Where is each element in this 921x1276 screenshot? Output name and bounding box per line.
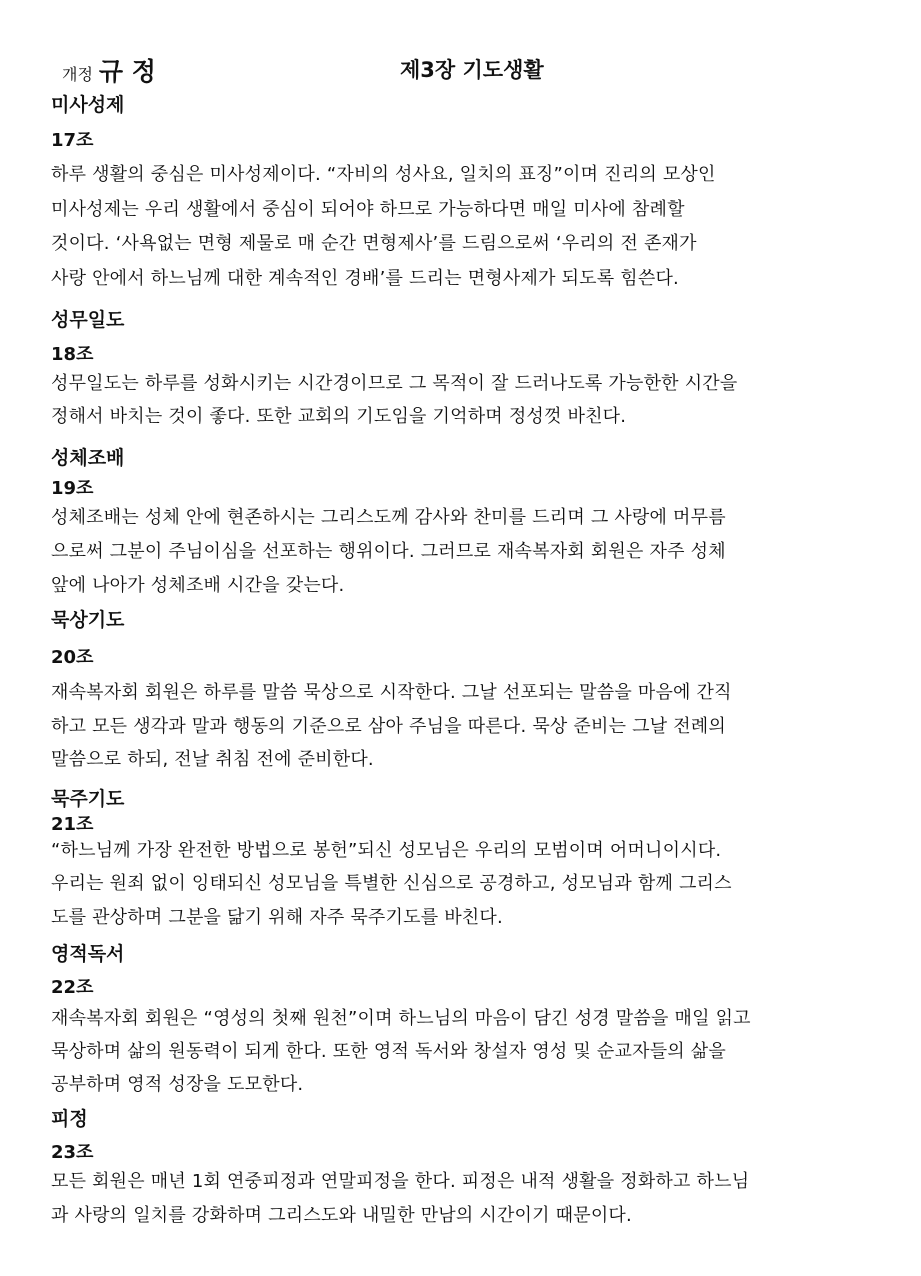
paragraph-line: 앞에 나아가 성체조배 시간을 갖는다. [51,575,345,596]
article-number: 19조 [51,478,94,499]
article-number: 23조 [51,1142,94,1163]
document-title [62,52,156,88]
paragraph-line: 재속복자회 회원은 하루를 말씀 묵상으로 시작한다. 그날 선포되는 말씀을 마음에 간직 [51,682,732,703]
paragraph-line: 사랑 안에서 하느님께 대한 계속적인 경배’를 드리는 면형사제가 되도록 힘쓴다. [51,268,679,289]
section-heading: 미사성제 [51,94,125,116]
article-number: 22조 [51,977,94,998]
section-heading: 묵주기도 [51,788,125,810]
paragraph-line: 공부하며 영적 성장을 도모한다. [51,1074,304,1095]
paragraph-line: 과 사랑의 일치를 강화하며 그리스도와 내밀한 만남의 시간이기 때문이다. [51,1205,632,1226]
section-heading: 피정 [51,1108,88,1130]
section-heading: 영적독서 [51,943,125,965]
section-heading: 성무일도 [51,309,125,331]
paragraph-line: 미사성제는 우리 생활에서 중심이 되어야 하므로 가능하다면 매일 미사에 참례할 [51,199,685,220]
paragraph-line: 으로써 그분이 주님이심을 선포하는 행위이다. 그러므로 재속복자회 회원은 자주 성체 [51,541,726,562]
section-heading: 묵상기도 [51,609,125,631]
paragraph-line: 말씀으로 하되, 전날 취침 전에 준비한다. [51,749,374,770]
article-number: 20조 [51,647,94,668]
paragraph-line: 하고 모든 생각과 말과 행동의 기준으로 삼아 주님을 따른다. 묵상 준비는 그날 전례의 [51,716,726,737]
paragraph-line: 것이다. ‘사욕없는 면형 제물로 매 순간 면형제사’를 드림으로써 ‘우리의 전 존재가 [51,233,697,254]
paragraph-line: 정해서 바치는 것이 좋다. 또한 교회의 기도임을 기억하며 정성껏 바친다. [51,406,627,427]
paragraph-line: 성체조배는 성체 안에 현존하시는 그리스도께 감사와 찬미를 드리며 그 사랑에 머무름 [51,507,726,528]
regulation-title: 규 정 [98,57,156,86]
paragraph-line: 하루 생활의 중심은 미사성제이다. “자비의 성사요, 일치의 표징”이며 진리의 모상인 [51,164,716,185]
paragraph-line: 우리는 원죄 없이 잉태되신 성모님을 특별한 신심으로 공경하고, 성모님과 함께 그리스 [51,873,732,894]
chapter-title: 제3장 기도생활 [400,58,544,82]
paragraph-line: 묵상하며 삶의 원동력이 되게 한다. 또한 영적 독서와 창설자 영성 및 순교자들의 삶을 [51,1041,726,1062]
section-heading: 성체조배 [51,447,125,469]
paragraph-line: 모든 회원은 매년 1회 연중피정과 연말피정을 한다. 피정은 내적 생활을 정화하고 하느님 [51,1171,750,1192]
paragraph-line: 재속복자회 회원은 “영성의 첫째 원천”이며 하느님의 마음이 담긴 성경 말씀을 매일 읽고 [51,1008,751,1029]
article-number: 18조 [51,344,94,365]
paragraph-line: 도를 관상하며 그분을 닮기 위해 자주 묵주기도를 바친다. [51,907,503,928]
revision-label: 개정 [62,65,93,84]
paragraph-line: 성무일도는 하루를 성화시키는 시간경이므로 그 목적이 잘 드러나도록 가능한한 시간을 [51,373,738,394]
article-number: 17조 [51,130,94,151]
article-number: 21조 [51,814,94,835]
paragraph-line: “하느님께 가장 완전한 방법으로 봉헌”되신 성모님은 우리의 모범이며 어머니이시다. [51,840,722,861]
